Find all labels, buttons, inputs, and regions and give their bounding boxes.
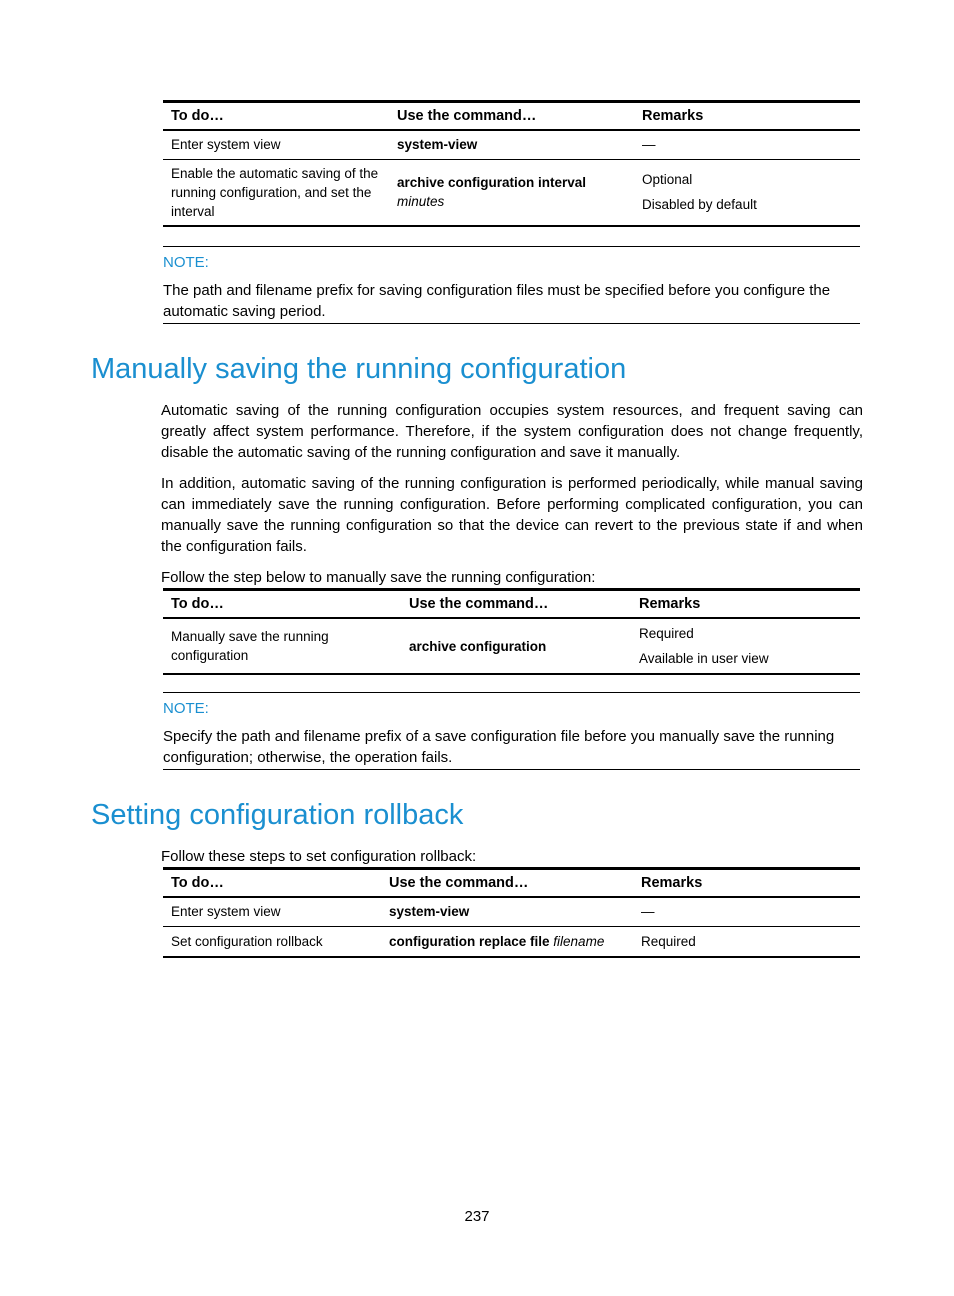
cell-remarks [634,159,860,226]
table-header-row [163,590,860,619]
cell-remarks: — [633,897,860,926]
header-remarks: Remarks [633,869,860,898]
header-command: Use the command… [381,869,633,898]
table-row [163,130,860,159]
remark-line: Optional [642,172,693,188]
cell-remarks: Required [633,926,860,957]
section-heading-rollback: Setting configuration rollback [91,799,464,831]
cell-remarks: — [634,130,860,159]
config-table-auto-save [163,100,860,227]
remark-line: Required [639,626,694,641]
cell-command-arg: filename [553,933,605,949]
cell-todo: Enable the automatic saving of the running configuration, and set the interval [163,159,389,226]
note-box [163,246,860,324]
header-todo: To do… [163,869,381,898]
cell-todo: Set configuration rollback [163,926,381,957]
header-remarks: Remarks [631,590,860,619]
table-row [163,926,860,957]
body-paragraph: In addition, automatic saving of the running configuration is performed periodically, while manual saving can immediately save the running configuration. Before performing complicated configuration, you can manually save the running configuration so that the device can revert to the previous state if and when the configuration fails. [161,475,863,555]
cell-command: archive configuration [401,618,631,674]
section-heading-manual-save: Manually saving the running configuration [91,353,627,385]
note-text: Specify the path and filename prefix of a save configuration file before you manually save the running configuration; otherwise, the operation fails. [163,728,835,766]
body-paragraph: Automatic saving of the running configuration occupies system resources, and frequent saving can greatly affect system performance. Therefore, if the system configuration does not change frequently, disable the automatic saving of the running configuration and save it manually. [161,402,863,461]
body-paragraph: Follow the step below to manually save the running configuration: [161,569,596,586]
body-paragraph: Follow these steps to set configuration rollback: [161,848,477,865]
header-command: Use the command… [401,590,631,619]
table-row [163,897,860,926]
table-header-row [163,102,860,131]
remark-line: Available in user view [639,651,769,666]
note-text: The path and filename prefix for saving configuration files must be specified before you configure the automatic saving period. [163,282,831,320]
header-todo: To do… [163,590,401,619]
remark-line: Disabled by default [642,197,757,213]
header-command: Use the command… [389,102,634,131]
config-table-manual-save [163,588,860,675]
config-table-rollback [163,867,860,958]
table-row [163,618,860,674]
cell-command: archive configuration interval minutes [389,159,634,226]
note-label: NOTE: [163,700,209,717]
cell-command: configuration replace file filename [381,926,633,957]
note-box [163,692,860,770]
table-header-row [163,869,860,898]
header-remarks: Remarks [634,102,860,131]
cell-command-arg: minutes [397,194,445,210]
cell-todo: Enter system view [163,897,381,926]
page-number: 237 [464,1208,490,1225]
note-label: NOTE: [163,254,209,271]
cell-todo: Manually save the running configuration [163,618,401,674]
cell-command: system-view [381,897,633,926]
cell-command: system-view [389,130,634,159]
header-todo: To do… [163,102,389,131]
table-row [163,159,860,226]
cell-remarks [631,618,860,674]
cell-todo: Enter system view [163,130,389,159]
